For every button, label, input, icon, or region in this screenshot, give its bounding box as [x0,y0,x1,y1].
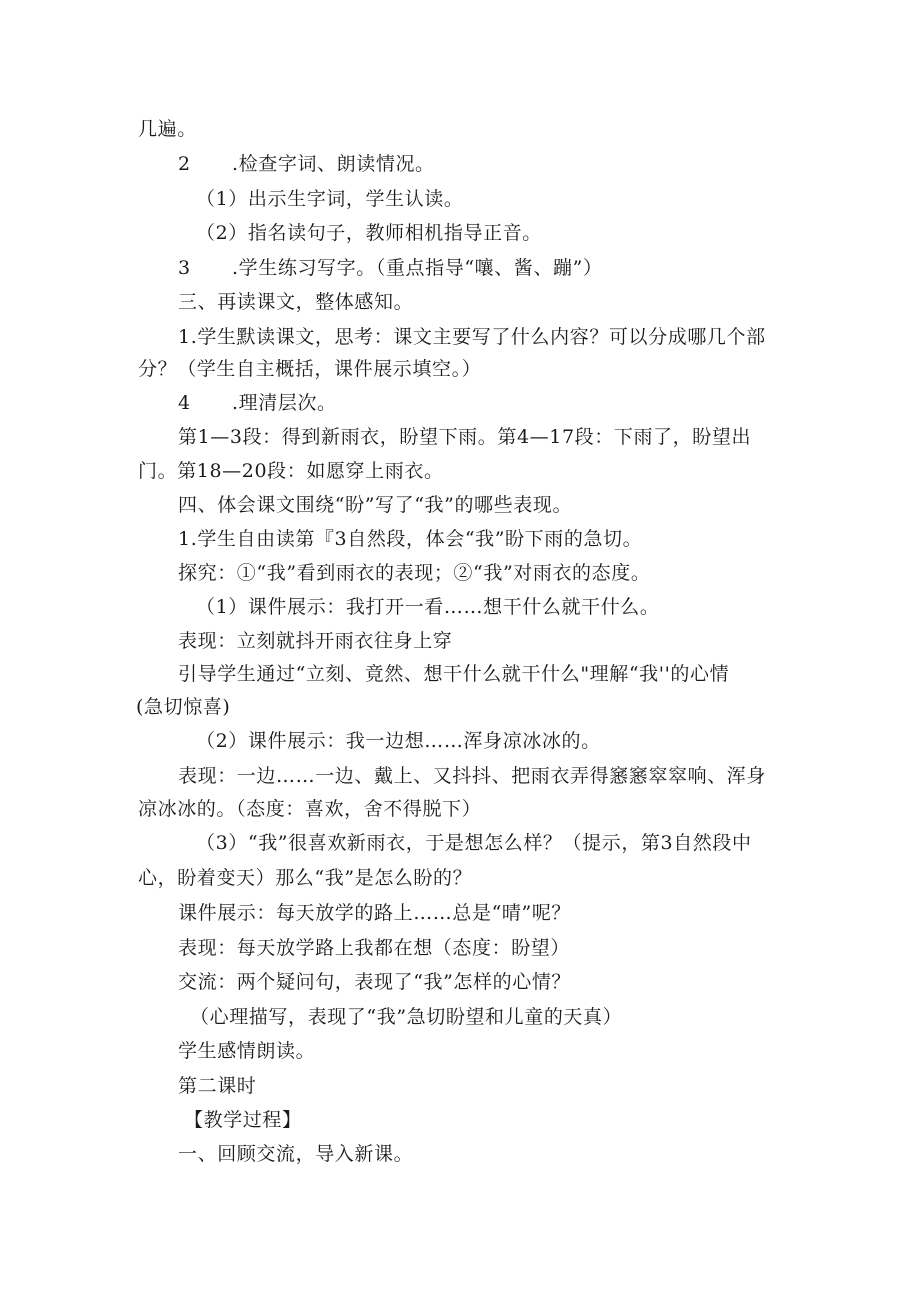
list-item [178,390,337,416]
text-line: 1.学生自由读第『3自然段，体会“我”盼下雨的急切。 [178,528,643,550]
text-line: 门。第18—20段：如愿穿上雨衣。 [138,460,444,482]
text-line: 第1—3段：得到新雨衣，盼望下雨。第4—17段：下雨了，盼望出 [178,426,752,448]
text-line: 心，盼着变天）那么“我”是怎么盼的？ [138,867,473,889]
text-line: （3）“我”很喜欢新雨衣，于是想怎么样？（提示，第3自然段中 [196,832,752,854]
text-line: 表现：立刻就抖开雨衣往身上穿 [178,630,453,652]
list-number: 3 [178,257,191,279]
list-text: .学生练习写字。（重点指导“嚷、酱、蹦”） [232,257,603,279]
section-heading: 一、回顾交流，导入新课。 [178,1143,414,1165]
text-line: 交流：两个疑问句，表现了“我”怎样的心情？ [178,971,572,993]
process-heading: 【教学过程】 [184,1109,302,1131]
text-line: 表现：一边……一边、戴上、又抖抖、把雨衣弄得窸窸窣窣响、浑身 [178,765,767,787]
text-line: 凉冰冰的。（态度：喜欢，舍不得脱下） [138,798,482,820]
text-line: 引导学生通过“立刻、竟然、想干什么就干什么"理解“我''的心情 [178,663,730,685]
list-text: .检查字词、朗读情况。 [232,153,435,175]
lesson-heading: 第二课时 [178,1075,257,1097]
text-line: 1.学生默读课文，思考：课文主要写了什么内容？可以分成哪几个部 [178,326,766,348]
text-line: 学生感情朗读。 [178,1040,316,1062]
list-text: .理清层次。 [232,392,337,414]
list-number: 4 [178,392,191,414]
text-line: 表现：每天放学路上我都在想（态度：盼望） [178,937,571,959]
text-line: (急切惊喜) [136,696,231,718]
section-heading: 三、再读课文，整体感知。 [178,291,414,313]
text-line: （心理描写，表现了“我”急切盼望和儿童的天真） [190,1006,623,1028]
text-line: （2）课件展示：我一边想……浑身凉冰冰的。 [196,730,601,752]
list-number: 2 [178,153,191,175]
text-line: 探究：①“我”看到雨衣的表现；②“我”对雨衣的态度。 [178,562,651,584]
text-line: （1）出示生字词，学生认读。 [196,188,464,210]
text-line: 课件展示：每天放学的路上……总是“晴”呢？ [178,902,572,924]
list-item [178,255,603,281]
text-line: 分？（学生自主概括，课件展示填空。） [138,358,482,380]
text-line: 几遍。 [138,118,197,140]
text-line: （1）课件展示：我打开一看……想干什么就干什么。 [196,596,660,618]
list-item [178,151,435,177]
text-line: （2）指名读句子，教师相机指导正音。 [196,222,542,244]
section-heading: 四、体会课文围绕“盼”写了“我”的哪些表现。 [178,494,573,516]
